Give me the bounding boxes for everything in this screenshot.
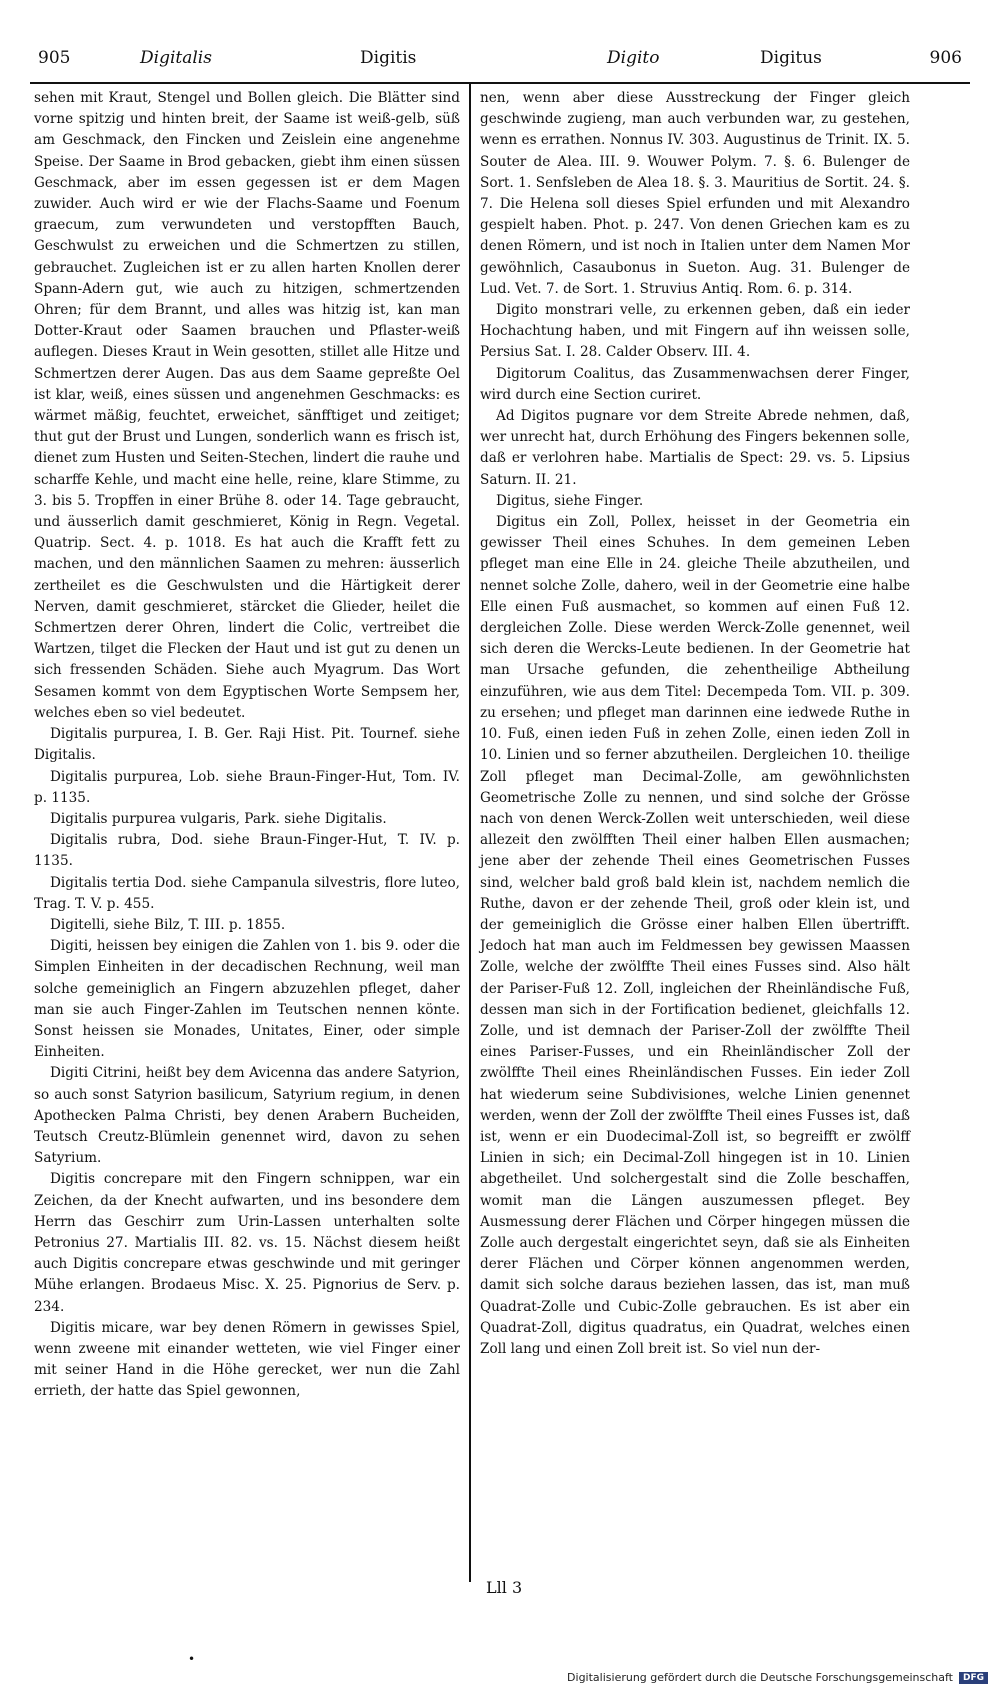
- dictionary-entry: Ad Digitos pugnare vor dem Streite Abrede nehmen, daß, wer unrecht hat, durch Erhöhung des Fingers bekennen solle, daß er verlohren habe. Martialis de Spect: 29. vs. 5. Lipsius Saturn. II. 21.: [480, 408, 910, 488]
- signature-mark: Lll 3: [486, 1578, 523, 1597]
- dfg-logo: DFG: [959, 1672, 988, 1684]
- dictionary-entry: Digitis micare, war bey denen Römern in gewisses Spiel, wenn zweene mit einander wetteten, wie viel Finger einer mit seiner Hand in die Höhe gerecket, wer nun die Zahl errieth, der hatte das Spiel gewonnen,: [34, 1319, 460, 1400]
- running-head-1: Digitalis: [140, 48, 212, 68]
- dictionary-entry: Digiti Citrini, heißt bey dem Avicenna das andere Satyrion, so auch sonst Satyrion basilicum, Satyrium regium, in denen Apothecken Palma Christi, bey denen Arabern Bucheiden, Teutsch Creutz-Blümlein genennet wird, davon zu sehen Satyrium.: [34, 1065, 460, 1167]
- dictionary-entry: Digitis concrepare mit den Fingern schnippen, war ein Zeichen, da der Knecht aufwarten, und ins besondere dem Herrn das Geschirr zum Urin-Lassen unterhalten solte Petronius 27. Martialis III. 82. vs. 15. Nächst diesem heißt auch Digitis concrepare etwas geschwinde und mit geringer Mühe erlangen. Brodaeus Misc. X. 25. Pignorius de Serv. p. 234.: [34, 1171, 460, 1315]
- page-number-right: 906: [929, 48, 962, 68]
- dictionary-entry: Digitalis rubra, Dod. siehe Braun-Finger-Hut, T. IV. p. 1135.: [34, 832, 460, 870]
- dictionary-entry: Digitalis purpurea, I. B. Ger. Raji Hist. Pit. Tournef. siehe Digitalis.: [34, 726, 460, 764]
- dictionary-entry: Digito monstrari velle, zu erkennen geben, daß ein ieder Hochachtung haben, und mit Fingern auf ihn weissen solle, Persius Sat. I. 28. Calder Observ. III. 4.: [480, 302, 910, 361]
- dictionary-entry: Digitus, siehe Finger.: [496, 492, 644, 509]
- right-column: [480, 88, 910, 1360]
- page-header: [30, 48, 970, 80]
- dictionary-entry: Digitalis purpurea, Lob. siehe Braun-Finger-Hut, Tom. IV. p. 1135.: [34, 768, 460, 806]
- dictionary-entry: Digitalis tertia Dod. siehe Campanula silvestris, flore luteo, Trag. T. V. p. 455.: [34, 874, 460, 912]
- continued-text: sehen mit Kraut, Stengel und Bollen gleich. Die Blätter sind vorne spitzig und hinten breit, der Saame ist weiß-gelb, süß am Geschmack, den Fincken und Zeislein eine angenehme Speise. Der Saame in Brod gebacken, giebt ihm einen süssen Geschmack, aber im essen gegessen ist er dem Magen zuwider. Auch wird er wie der Flachs-Saame und Foenum graecum, zum verwundeten und verstopfften Bauch, Geschwulst zu erweichen und die Schmertzen zu stillen, gebrauchet. Zugleichen ist er zu allen harten Knollen derer Spann-Adern gut, wie auch zu hitzigen, schmertzenden Ohren; für dem Brannt, und alles was hitzig ist, kan man Dotter-Kraut oder Saamen brauchen und Pflaster-weiß auflegen. Dieses Kraut in Wein gesotten, stillet alle Hitze und Schmertzen derer Augen. Das aus dem Saame gepreßte Oel ist klar, weiß, eines süssen und angenehmen Geschmacks: es wärmet mäßig, feuchtet, erweichet, sänfftiget und zeitiget; thut gut der Brust und Lungen, sonderlich wann es frisch ist, dienet zum Husten und Seiten-Stechen, lindert die rauhe und scharffe Kehle, und macht eine helle, reine, klare Stimme, zu 3. bis 5. Tropffen in einer Brühe 8. oder 14. Tage gebraucht, und äusserlich damit geschmieret, König in Regn. Vegetal. Quatrip. Sect. 4. p. 1018. Es hat auch die Krafft fett zu machen, und den männlichen Saamen zu mehren: äusserlich zertheilet es die Geschwulsten und die Härtigkeit derer Nerven, damit geschmieret, stärcket die Glieder, heilet die Schmertzen derer Ohren, lindert die Colic, vertreibet die Wartzen, tilget die Flecken der Haut und ist gut zu denen un sich fressenden Schäden. Siehe auch Myagrum. Das Wort Sesamen kommt von dem Egyptischen Worte Sempsem her, welches eben so viel bedeutet.: [34, 90, 460, 721]
- dictionary-entry: Digitelli, siehe Bilz, T. III. p. 1855.: [50, 916, 286, 933]
- continued-text: nen, wenn aber diese Ausstreckung der Finger gleich geschwinde zugieng, man auch verbunden war, zu gestehen, wenn es errathen. Nonnus IV. 303. Augustinus de Trinit. IX. 5. Souter de Alea. III. 9. Wouwer Polym. 7. §. 6. Bulenger de Sort. 1. Senfsleben de Alea 18. §. 3. Mauritius de Sortit. 24. §. 7. Die Helena soll dieses Spiel erfunden und mit Alexandro gespielt haben. Phot. p. 247. Von denen Griechen kam es zu denen Römern, und ist noch in Italien unter dem Namen Mor gewöhnlich, Casaubonus in Sueton. Aug. 31. Bulenger de Lud. Vet. 7. de Sort. 1. Struvius Antiq. Rom. 6. p. 314.: [480, 90, 910, 297]
- running-head-3: Digito: [607, 48, 660, 68]
- footer: [567, 1671, 988, 1684]
- running-head-2: Digitis: [360, 48, 417, 68]
- page-number-left: 905: [38, 48, 71, 68]
- dictionary-entry: Digitus ein Zoll, Pollex, heisset in der Geometria ein gewisser Theil eines Schuhes. In dem gemeinen Leben pfleget man eine Elle in 24. gleiche Theile abzutheilen, und nennet solche Zolle, dahero, weil in der Geometrie eine halbe Elle einen Fuß ausmachet, so kommen auf einen Fuß 12. dergleichen Zolle. Diese werden Werck-Zolle genennet, weil sich deren die Wercks-Leute bedienen. In der Geometrie hat man Ursache gefunden, die zehentheilige Abtheilung einzuführen, wie aus dem Titel: Decempeda Tom. VII. p. 309. zu ersehen; und pfleget man darinnen eine iedwede Ruthe in 10. Fuß, einen ieden Fuß in zehen Zolle, einen ieden Zoll in 10. Linien und so ferner abzutheilen. Dergleichen 10. theilige Zoll pfleget man Decimal-Zolle, am gewöhnlichsten Geometrische Zolle zu nennen, und sind solche der Grösse nach von denen Werck-Zollen weit unterschieden, weil diese allezeit den zwölfften Theil einer halben Ellen ausmachen; jene aber der zehende Theil eines Geometrischen Fusses sind, welcher bald groß bald klein ist, nachdem nemlich die Ruthe, davon er der zehende Theil, groß oder klein ist, und der gemeiniglich die Grösse einer halben Ellen übertrifft. Jedoch hat man auch im Feldmessen bey gewissen Maassen Zolle, welche der zwölffte Theil eines Fusses sind. Also hält der Pariser-Fuß 12. Zoll, ingleichen der Rheinländische Fuß, dessen man sich in der Fortification bedienet, gleichfalls 12. Zolle, und ist demnach der Pariser-Zoll der zwölffte Theil eines Pariser-Fusses, und ein Rheinländischer Zoll der zwölffte Theil eines Rheinländischen Fusses. Ein ieder Zoll hat wiederum seine Subdivisiones, welche Linien genennet werden, wenn der Zoll der zwölffte Theil eines Fusses ist, daß ist, wenn er ein Duodecimal-Zoll ist, so begreifft er zwölff Linien in sich; ein Decimal-Zoll hingegen ist in 10. Linien abgetheilet. Und solchergestalt sind die Zolle beschaffen, womit man die Längen auszumessen pfleget. Bey Ausmessung derer Flächen und Cörper hingegen müssen die Zolle auch dergestalt eingerichtet seyn, daß sie als Einheiten derer Flächen und Cörper können angenommen werden, damit sich solche daraus beziehen lassen, das ist, man muß Quadrat-Zolle und Cubic-Zolle gebrauchen. Es ist aber ein Quadrat-Zoll, digitus quadratus, ein Quadrat, welches einen Zoll lang und einen Zoll breit ist. So viel nun der-: [480, 514, 910, 1357]
- stray-mark: •: [188, 1652, 196, 1666]
- running-head-4: Digitus: [760, 48, 822, 68]
- column-divider: [469, 82, 471, 1582]
- footer-text: Digitalisierung gefördert durch die Deutsche Forschungsgemeinschaft: [567, 1671, 953, 1684]
- dictionary-entry: Digitalis purpurea vulgaris, Park. siehe Digitalis.: [50, 810, 387, 827]
- dictionary-entry: Digitorum Coalitus, das Zusammenwachsen derer Finger, wird durch eine Section curiret.: [480, 365, 910, 403]
- left-column: [34, 88, 460, 1403]
- dictionary-entry: Digiti, heissen bey einigen die Zahlen von 1. bis 9. oder die Simplen Einheiten in der decadischen Rechnung, weil man solche gemeiniglich an Fingern abzuzehlen pfleget, daher man sie auch Finger-Zahlen im Teutschen nennen könte. Sonst heissen sie Monades, Unitates, Einer, oder simple Einheiten.: [34, 938, 460, 1061]
- header-rule: [30, 82, 970, 84]
